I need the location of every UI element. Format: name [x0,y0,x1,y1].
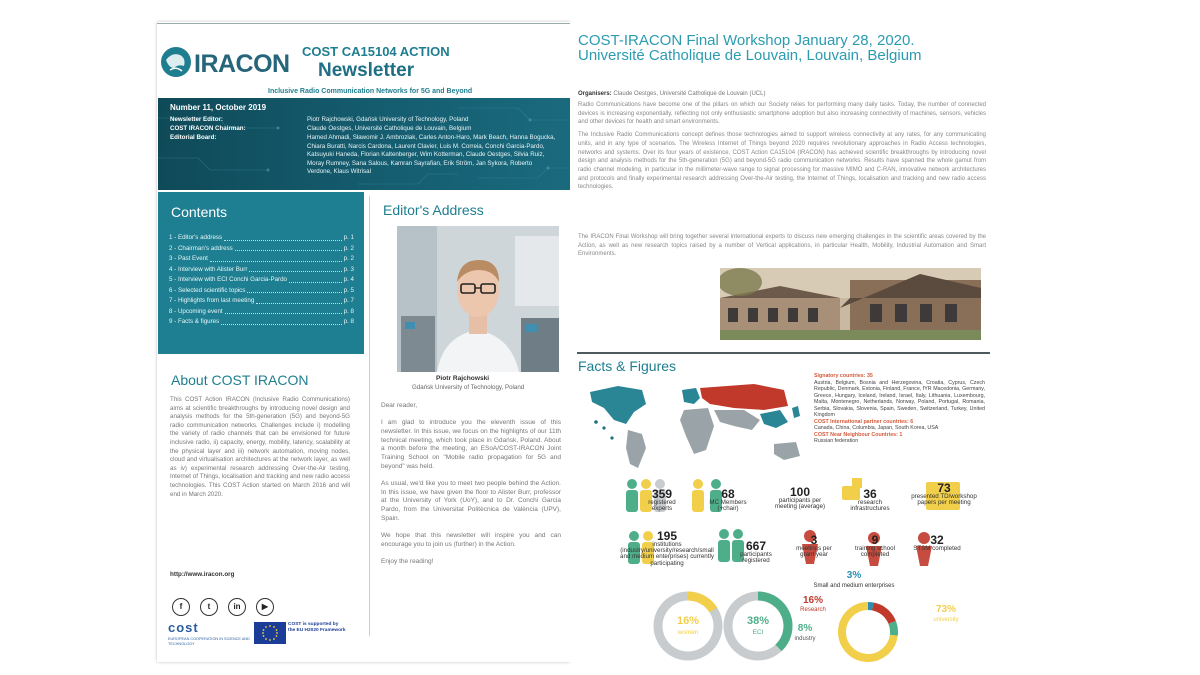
toc-item-page: p. 1 [343,234,354,241]
editorial-banner [158,98,570,190]
stat-stsm: 32 STSM completed [913,533,961,552]
partner-heading: COST International partner countries: 6 [814,418,914,425]
toc-leader-dots [289,275,342,283]
editors-address-title: Editor's Address [383,202,484,218]
workshop-paragraph-3: The IRACON Final Workshop will bring together several international experts to discuss new emerging challenges in the scientific areas covered by the Action, as well as new research topics raised by a number of Vertical applications, in particular Health, Mobility, Industrial Automation and Smart Environments. [578,234,986,258]
toc-item[interactable] [169,244,354,255]
cost-logo-text: cost [168,620,199,635]
toc-item-title: 9 - Facts & figures [169,318,220,325]
donut-organisations [842,606,894,658]
organisers-value: Claude Oestges, Université Catholique de Louvain (UCL) [613,91,766,97]
partner-list: Canada, China, Columbia, Japan, South Korea, USA [814,425,939,431]
toc-item-title: 3 - Past Event [169,255,208,262]
workshop-organisers [578,91,765,97]
issue-number: Number 11, October 2019 [170,103,267,112]
women-label: women [677,629,699,636]
stat-institutions: 195 institutions (industry/university/research/small and medium enterprises) currently participating [620,529,714,567]
editor-label: Newsletter Editor: [170,116,223,123]
research-label: Research [800,607,826,613]
iracon-logo [160,46,305,86]
editor-name: Piotr Rajchowski [436,375,490,382]
signatory-countries [814,373,985,445]
donut-industry-slice [892,622,894,635]
sme-pct-label: 3% [846,570,862,581]
tagline: Inclusive Radio Communication Networks for 5G and Beyond [268,88,473,95]
workshop-title: COST-IRACON Final Workshop January 28, 2020. Université Catholique de Louvain, Louvain, Belgium [578,32,922,64]
neighbour-list: Russian federation [814,438,859,444]
toc-leader-dots [249,265,341,273]
board-label: Editorial Board: [170,134,217,141]
university-label: university [933,617,959,623]
organisers-label: Organisers: [578,91,612,97]
about-body: This COST Action IRACON (Inclusive Radio Communications) aims at scientific breakthroughs by introducing novel design and analysis methods for the 5th-generation (5G) and beyond-5G radio communication networks. Challenges include i) modelling the variety of radio channels that can be envisioned for future inclusive radio, ii) capacity, energy, mobility, latency, scalability at the physical layer and iii) network automation, moving nodes, cloud and virtualisation architectures at the network layer, as well as iv) experimental research addressing Over-the-Air testing, Internet of Things, localisation and tracking and new radio access technologies. This COST Action started on March 2016 and will end in March 2020. [170,396,350,498]
stat-meetings: 3 meetings per grant year [796,533,832,559]
top-rule [157,23,570,24]
toc-leader-dots [224,233,342,241]
toc-item[interactable] [169,296,354,307]
toc-item-title: 6 - Selected scientific topics [169,286,246,294]
chairman-value: Claude Oestges, Université Catholique de Louvain, Belgium [307,125,472,132]
donut-research-slice [873,606,892,622]
toc-item[interactable] [169,265,354,276]
toc-item-page: p. 5 [343,286,354,294]
website-link[interactable]: http://www.iracon.org [170,571,235,578]
toc-item-page: p. 8 [343,318,354,325]
toc-item[interactable] [169,307,354,318]
cost-logo [168,620,248,648]
toc-item-page: p. 2 [343,255,354,262]
donut-charts [640,568,980,672]
toc-item[interactable] [169,233,354,244]
contents-box [158,192,364,354]
eu-flag-icon [254,622,286,644]
logo-text: IRACON [194,50,290,78]
toc-item-title: 1 - Editor's address [169,234,223,241]
stat-papers: 73 presented TD/workshop papers per meeting [911,481,977,507]
toc-item-page: p. 4 [343,276,354,283]
research-pct-label: 16% [802,595,824,606]
toc-leader-dots [221,317,341,325]
industry-label: industry [794,636,816,642]
toc-item-title: 7 - Highlights from last meeting [169,297,255,304]
donut-women-slice [688,596,713,610]
women-pct-label: 16% [676,615,700,627]
neighbour-heading: COST Near Neighbour Countries: 1 [814,431,903,438]
iracon-globe-icon [160,46,192,78]
youtube-icon[interactable]: ▶ [256,598,274,616]
stat-infrastructures: 36 research infrastructures [850,487,890,513]
stat-participants-registered: 667 participants registered [740,539,772,565]
sme-label: Small and medium enterprises [813,583,895,589]
board-value: Hamed Ahmadi, Sławomir J. Ambroziak, Carles Anton-Haro, Mark Beach, Hanna Bogucka, Chiara Buratti, Narcis Cardona, Laurent Clavier, Luis M. Correia, Conchi Garcia-Pardo, Katsuyuki Haneda, Florian Kaltenberger, Wim Kotterman, Claude Oestges, Silvia Ruiz, Moray Rumney, Sana Salous, Kamran Sayrafian, Erik Ström, Jan Sykora, Roberto Verdone, Klaus Witrisal [307,134,556,176]
editor-value: Piotr Rajchowski, Gdańsk University of Technology, Poland [307,116,469,123]
toc-leader-dots [247,286,341,294]
letter-paragraph-2: As usual, we'd like you to meet two people behind the Action. In this issue, we have given the floor to Alister Burr, professor at the University of York (UoY), and to Dr. Conchi Garcia Pardo, from the Universitat Politècnica de València (UPV), Spain. [381,479,561,522]
linkedin-icon[interactable]: in [228,598,246,616]
workshop-paragraph-2: The Inclusive Radio Communications concept defines those technologies aimed to support wireless connectivity at any rates, for any communicating units, and in any type of scenarios. The Wireless Internet of Things beyond 2020 requires revolutionary approaches in Radio Access technologies, networks and systems. Over its four years of existence, COST Action CA15104 (IRACON) has achieved scientific breakthroughs by introducing novel design and analysis methods for the 5th-generation (5G) and beyond-5G radio communication networks. Results have spanned the whole gamut from radio channel modeling, in particular in the millimeter-wave range to signal processing for massive MIMO and C-RAN, innovative network architectures and protocols and finally experimental research addressing Over-the-Air testing, the Internet of Things, localisation and tracking and new radio access technologies. [578,132,986,191]
contents-list [169,233,354,328]
toc-item-title: 4 - Interview with Alister Burr [169,265,248,273]
newsletter-title: Newsletter [318,60,415,81]
facts-rule [577,352,990,354]
toc-item-page: p. 2 [343,244,354,252]
toc-item-page: p. 8 [343,307,354,315]
toc-item-title: 5 - Interview with ECI Conchi Garcia-Pardo [169,276,287,283]
toc-item[interactable] [169,286,354,297]
eci-label: ECI [752,629,764,636]
eu-support-note: COST is supported by the EU H2020 Framework [288,622,346,633]
signatory-heading: Signatory countries: 35 [814,373,873,379]
letter-paragraph-3: We hope that this newsletter will inspire you and can encourage you to join us (further) in the Action. [381,531,561,548]
facts-title: Facts & Figures [578,358,677,374]
toc-leader-dots [210,254,342,262]
facebook-icon[interactable]: f [172,598,190,616]
workshop-body [578,101,986,196]
column-divider [369,196,370,636]
toc-item[interactable] [169,275,354,286]
signatory-list: Austria, Belgium, Bosnia and Herzegovina, Croatia, Cyprus, Czech Republic, Denmark, Estonia, Finland, France, fYR Macedonia, Germany, Greece, Hungary, Iceland, Ireland, Israel, Italy, Lithuania, Luxembourg, Malta, Montenegro, Netherlands, Norway, Poland, Portugal, Romania, Serbia, Slovakia, Slovenia, Spain, Sweden, Switzerland, Turkey, United Kingdom [814,379,985,418]
stat-mc-members: 68 MC Members (+chair) [709,487,747,513]
action-title: COST CA15104 ACTION [302,44,450,59]
about-title: About COST IRACON [171,372,309,388]
toc-item[interactable] [169,317,354,328]
contents-title: Contents [171,204,228,220]
editor-portrait-photo [397,226,559,372]
toc-item-page: p. 3 [343,265,354,273]
editor-affiliation: Gdańsk University of Technology, Poland [412,384,525,391]
editor-letter [381,402,561,575]
eci-pct-label: 38% [746,615,770,627]
stat-training-school: 9 training school completed [855,533,895,559]
toc-item-page: p. 7 [343,297,354,304]
letter-closing: Enjoy the reading! [381,557,434,565]
cost-logo-subtitle: EUROPEAN COOPERATION IN SCIENCE AND TECHNOLOGY [168,637,250,646]
university-pct-label: 73% [935,604,957,615]
campus-building-photo [720,268,981,340]
industry-pct-label: 8% [797,623,813,634]
toc-item-title: 2 - Chairman's address [169,244,233,252]
toc-leader-dots [256,296,341,304]
workshop-paragraph-1: Radio Communications have become one of the pillars on which our Society relies for performing many daily tasks. Today, the number of connected devices is increasing exponentially, reflecting not only enthusiastic smartphone adoption but also increasing connectivity of machines, sensors, vehicles and other devices for health and smart environments. [578,102,986,126]
toc-item[interactable] [169,254,354,265]
toc-leader-dots [235,244,342,252]
toc-item-title: 8 - Upcoming event [169,307,223,315]
letter-paragraph-1: I am glad to introduce you the eleventh issue of this newsletter. In this issue, we focus on the highlights of our 11th technical meeting, which took place in Gdańsk, Poland. About a month before the meeting, an ESoA/COST-IRACON Joint Training School on "Mobile radio propagation for 5G and beyond" was held. [381,419,561,470]
twitter-icon[interactable]: t [200,598,218,616]
toc-leader-dots [225,307,342,315]
letter-greeting: Dear reader, [381,402,418,409]
stat-participants-per-meeting: 100 participants per meeting (average) [774,485,826,511]
chairman-label: COST IRACON Chairman: [170,125,246,132]
world-map-image [584,378,804,476]
stat-experts: 359 registered experts [648,487,676,513]
